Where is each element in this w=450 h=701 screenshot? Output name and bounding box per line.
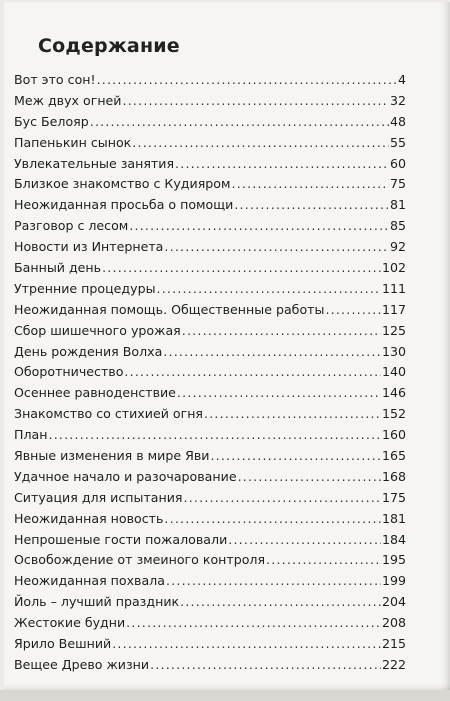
toc-entry-page: 130 <box>381 343 406 359</box>
toc-entry-page: 204 <box>381 594 406 610</box>
page-title: Содержание <box>38 35 180 57</box>
toc-entry <box>14 133 406 154</box>
toc-leader-dots <box>48 425 380 446</box>
toc-entry-page: 168 <box>381 468 406 484</box>
toc-entry-title: День рождения Волха <box>14 343 163 359</box>
toc-entry-title: Новости из Интернета <box>14 239 164 255</box>
toc-entry-page: 175 <box>381 489 406 505</box>
toc-entry-title: Неожиданная похвала <box>14 573 165 589</box>
toc-entry-title: Неожиданная просьба о помощи <box>14 197 234 213</box>
toc-leader-dots <box>228 530 381 551</box>
toc-entry <box>14 258 406 279</box>
toc-entry-page: 102 <box>381 260 406 276</box>
toc-entry <box>14 655 406 676</box>
toc-leader-dots <box>180 592 381 613</box>
toc-entry-title: Ярило Вешний <box>14 636 112 652</box>
toc-leader-dots <box>132 133 389 154</box>
toc-leader-dots <box>166 571 381 592</box>
toc-leader-dots <box>184 488 381 509</box>
table-of-contents <box>14 70 406 676</box>
toc-leader-dots <box>157 279 381 300</box>
toc-entry-title: Вещее Древо жизни <box>14 656 150 672</box>
toc-entry-title: Неожиданная помощь. Общественные работы <box>14 301 325 317</box>
toc-leader-dots <box>97 70 397 91</box>
toc-entry <box>14 91 406 112</box>
toc-entry-title: Разговор с лесом <box>14 218 129 234</box>
toc-entry-page: 208 <box>381 615 406 631</box>
toc-entry-page: 111 <box>381 280 406 296</box>
toc-entry-title: Жестокие будни <box>14 615 126 631</box>
toc-entry-title: Сбор шишечного урожая <box>14 322 181 338</box>
toc-entry-title: Непрошеные гости пожаловали <box>14 531 228 547</box>
toc-entry-page: 117 <box>381 301 406 317</box>
toc-leader-dots <box>163 342 381 363</box>
toc-entry-page: 165 <box>381 448 406 464</box>
toc-leader-dots <box>177 383 381 404</box>
toc-entry <box>14 571 406 592</box>
toc-leader-dots <box>204 404 381 425</box>
toc-entry <box>14 613 406 634</box>
toc-entry-page: 75 <box>389 176 406 192</box>
toc-entry-page: 222 <box>381 656 406 672</box>
toc-entry-page: 184 <box>381 531 406 547</box>
toc-entry <box>14 446 406 467</box>
toc-leader-dots <box>231 174 388 195</box>
toc-entry <box>14 237 406 258</box>
toc-entry-title: Йоль – лучший праздник <box>14 594 180 610</box>
toc-entry-page: 92 <box>389 239 406 255</box>
toc-entry <box>14 592 406 613</box>
toc-entry <box>14 467 406 488</box>
page-bottom-edge <box>0 690 450 701</box>
toc-entry-title: Освобождение от змеиного контроля <box>14 552 266 568</box>
toc-entry-title: Явные изменения в мире Яви <box>14 448 210 464</box>
toc-entry <box>14 634 406 655</box>
toc-entry-title: Увлекательные занятия <box>14 155 175 171</box>
toc-entry-title: Вот это сон! <box>14 72 96 87</box>
toc-entry <box>14 174 406 195</box>
toc-entry <box>14 321 406 342</box>
book-page <box>4 2 450 690</box>
toc-entry <box>14 342 406 363</box>
toc-entry <box>14 362 406 383</box>
toc-entry <box>14 154 406 175</box>
toc-leader-dots <box>164 237 389 258</box>
toc-entry <box>14 70 406 91</box>
toc-entry-page: 195 <box>381 552 406 568</box>
toc-leader-dots <box>164 509 381 530</box>
toc-entry-page: 152 <box>381 406 406 422</box>
toc-entry <box>14 195 406 216</box>
toc-entry <box>14 112 406 133</box>
toc-entry <box>14 279 406 300</box>
toc-entry-title: Осеннее равноденствие <box>14 385 176 401</box>
toc-entry <box>14 404 406 425</box>
toc-leader-dots <box>325 300 381 321</box>
toc-entry-title: Оборотничество <box>14 364 124 380</box>
toc-entry-title: Ситуация для испытания <box>14 489 183 505</box>
toc-leader-dots <box>129 216 389 237</box>
toc-entry <box>14 509 406 530</box>
toc-entry-page: 140 <box>381 364 406 380</box>
toc-entry-title: Удачное начало и разочарование <box>14 468 237 484</box>
toc-leader-dots <box>150 655 381 676</box>
toc-leader-dots <box>124 362 381 383</box>
toc-entry-page: 215 <box>381 636 406 652</box>
toc-entry-page: 81 <box>389 197 406 213</box>
toc-entry-page: 4 <box>397 72 406 87</box>
toc-leader-dots <box>112 634 381 655</box>
toc-entry-page: 32 <box>389 92 406 108</box>
toc-entry <box>14 425 406 446</box>
toc-entry <box>14 300 406 321</box>
toc-entry-page: 55 <box>389 134 406 150</box>
toc-entry-title: Папенькин сынок <box>14 134 132 150</box>
toc-entry-page: 85 <box>389 218 406 234</box>
toc-entry-title: Знакомство со стихией огня <box>14 406 204 422</box>
toc-entry-title: Утренние процедуры <box>14 280 156 296</box>
toc-leader-dots <box>90 112 389 133</box>
toc-leader-dots <box>102 258 381 279</box>
toc-entry <box>14 488 406 509</box>
toc-entry <box>14 383 406 404</box>
toc-leader-dots <box>234 195 389 216</box>
toc-entry-page: 199 <box>381 573 406 589</box>
toc-entry-page: 160 <box>381 427 406 443</box>
toc-entry-title: Неожиданная новость <box>14 510 164 526</box>
toc-entry-page: 181 <box>381 510 406 526</box>
toc-entry-page: 146 <box>381 385 406 401</box>
toc-leader-dots <box>126 613 381 634</box>
toc-leader-dots <box>238 467 381 488</box>
toc-entry-title: Близкое знакомство с Кудияром <box>14 176 231 192</box>
toc-entry-title: План <box>14 427 48 443</box>
toc-entry <box>14 550 406 571</box>
toc-entry <box>14 216 406 237</box>
toc-entry-page: 125 <box>381 322 406 338</box>
toc-entry-title: Банный день <box>14 260 102 276</box>
toc-entry <box>14 530 406 551</box>
toc-entry-page: 60 <box>389 155 406 171</box>
toc-entry-page: 48 <box>389 113 406 129</box>
toc-leader-dots <box>175 154 389 175</box>
toc-leader-dots <box>123 91 389 112</box>
toc-leader-dots <box>182 321 381 342</box>
toc-entry-title: Меж двух огней <box>14 92 122 108</box>
toc-leader-dots <box>210 446 381 467</box>
toc-leader-dots <box>266 550 381 571</box>
toc-entry-title: Бус Белояр <box>14 113 89 129</box>
